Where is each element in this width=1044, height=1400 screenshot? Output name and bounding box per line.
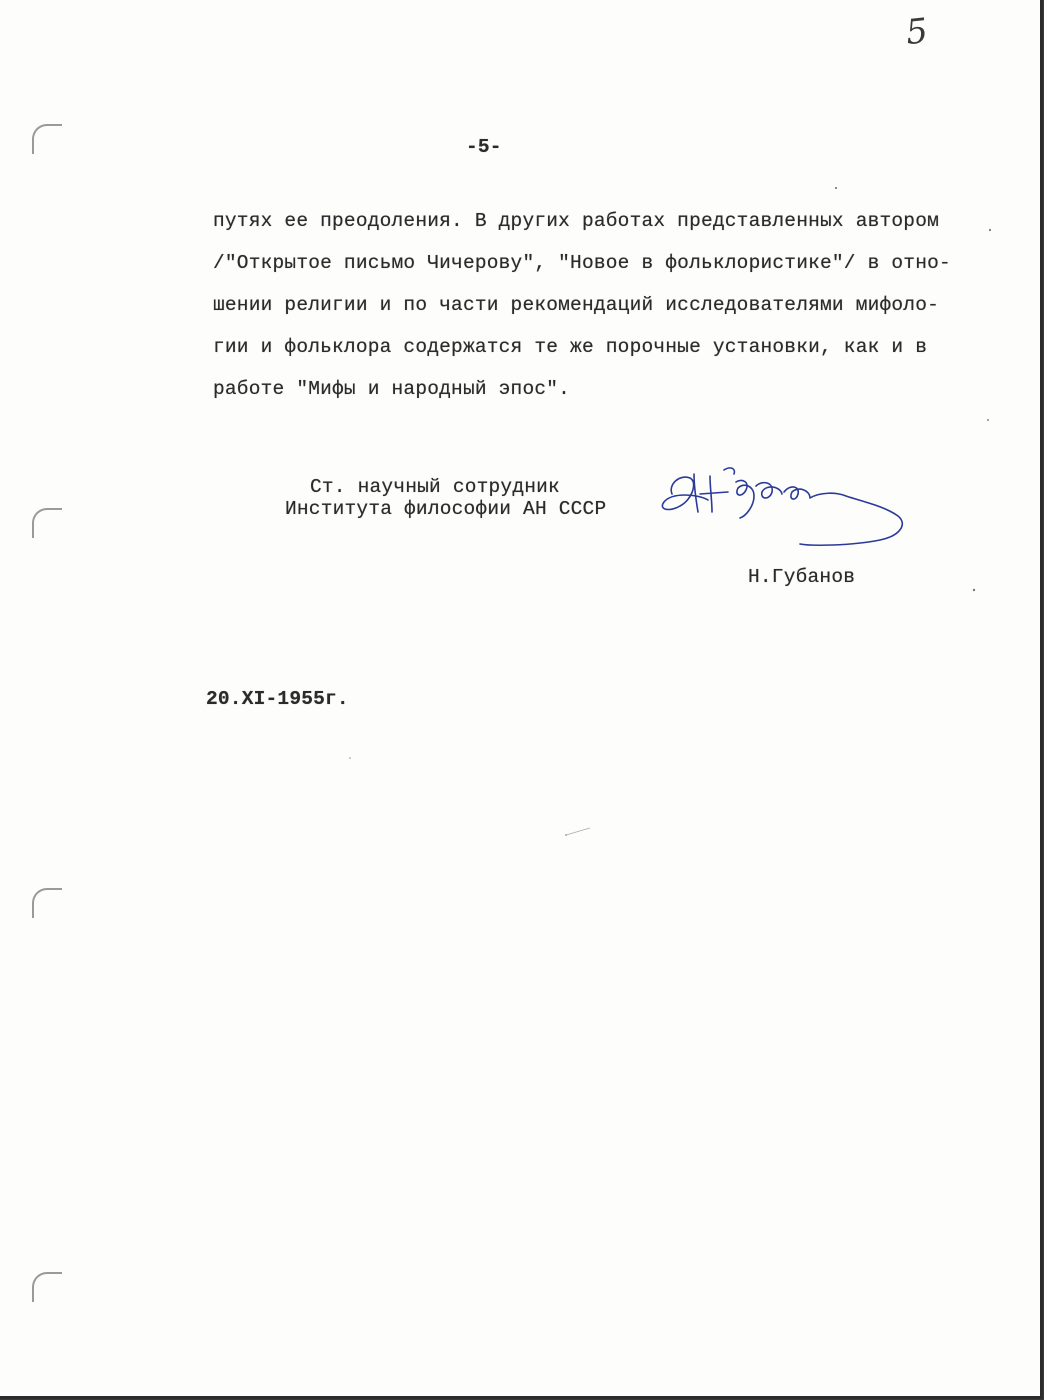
- body-line: гии и фольклора содержатся те же порочные установки, как и в: [213, 336, 928, 358]
- document-date: 20.XI-1955г.: [206, 688, 349, 710]
- signer-title-line-2: Института философии АН СССР: [285, 498, 607, 520]
- body-line: путях ее преодоления. В других работах представленных автором: [213, 210, 940, 232]
- body-line: шении религии и по части рекомендаций исследователями мифоло-: [213, 294, 940, 316]
- signer-name: Н.Губанов: [748, 566, 856, 588]
- body-line: работе "Мифы и народный эпос".: [213, 378, 571, 400]
- body-line: /"Открытое письмо Чичерову", "Новое в фольклористике"/ в отно-: [213, 252, 951, 274]
- page-number: -5-: [466, 136, 502, 158]
- signer-title-line-1: Ст. научный сотрудник: [310, 476, 560, 498]
- archive-sheet-number: 5: [903, 10, 930, 54]
